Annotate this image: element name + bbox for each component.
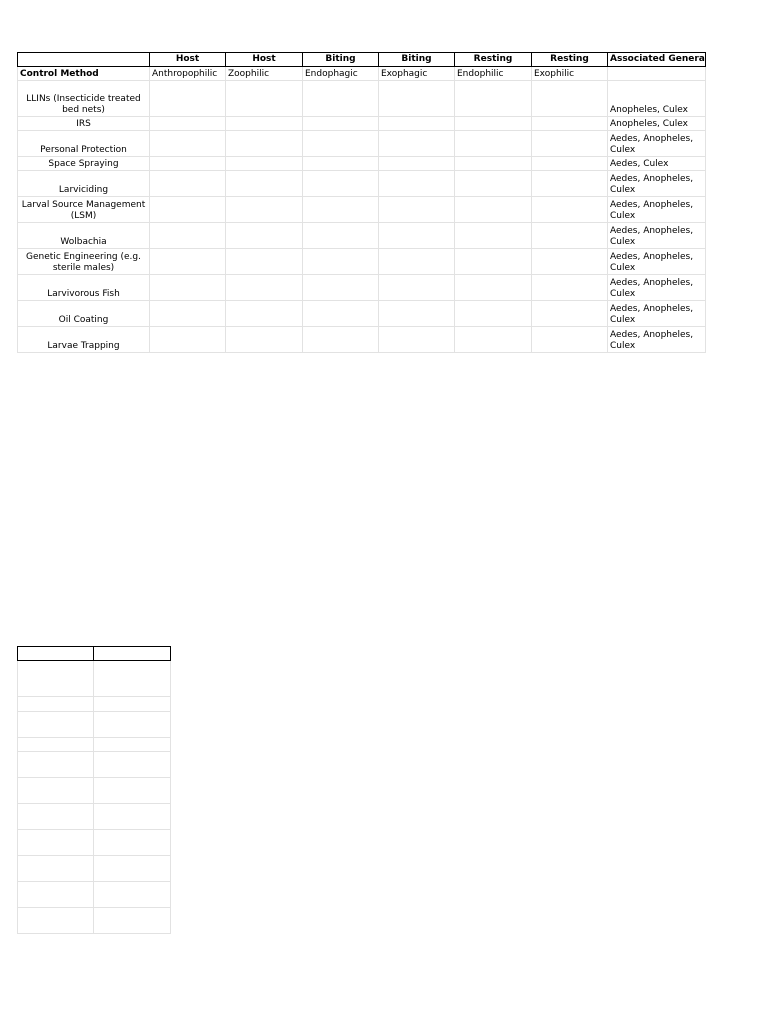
group-header-resting-exophilic[interactable]: Resting <box>532 53 608 67</box>
side-table-row <box>18 830 171 856</box>
associated-genera-cell[interactable]: Anopheles, Culex <box>608 117 706 131</box>
biting-endophagic-cell[interactable] <box>303 249 379 275</box>
biting-endophagic-cell[interactable] <box>303 131 379 157</box>
group-header-row <box>18 53 706 67</box>
side-header-cell[interactable] <box>94 647 171 661</box>
biting-endophagic-cell[interactable] <box>303 171 379 197</box>
biting-endophagic-cell[interactable] <box>303 197 379 223</box>
host-anthropophilic-cell[interactable] <box>150 249 226 275</box>
empty-side-table-body <box>18 647 171 934</box>
host-anthropophilic-cell[interactable] <box>150 117 226 131</box>
control-method-cell[interactable]: IRS <box>18 117 150 131</box>
table-row <box>18 223 706 249</box>
table-row <box>18 249 706 275</box>
associated-genera-cell[interactable]: Anopheles, Culex <box>608 81 706 117</box>
side-cell[interactable] <box>18 778 94 804</box>
side-cell[interactable] <box>18 830 94 856</box>
table-row <box>18 81 706 117</box>
biting-exophagic-cell[interactable] <box>379 249 455 275</box>
side-cell[interactable] <box>18 697 94 712</box>
biting-exophagic-cell[interactable] <box>379 301 455 327</box>
host-anthropophilic-cell[interactable] <box>150 301 226 327</box>
side-cell[interactable] <box>94 752 171 778</box>
biting-endophagic-cell[interactable] <box>303 81 379 117</box>
host-zoophilic-cell[interactable] <box>226 171 303 197</box>
host-anthropophilic-cell[interactable] <box>150 197 226 223</box>
side-table-row <box>18 908 171 934</box>
side-cell[interactable] <box>94 738 171 752</box>
side-cell[interactable] <box>94 908 171 934</box>
host-zoophilic-cell[interactable] <box>226 223 303 249</box>
host-anthropophilic-cell[interactable] <box>150 81 226 117</box>
biting-exophagic-cell[interactable] <box>379 223 455 249</box>
associated-genera-cell[interactable]: Aedes, Anopheles, Culex <box>608 275 706 301</box>
biting-endophagic-cell[interactable] <box>303 157 379 171</box>
table-row <box>18 301 706 327</box>
sub-header-biting-exophagic[interactable]: Exophagic <box>379 67 455 81</box>
side-table-row <box>18 804 171 830</box>
sub-header-host-anthropophilic[interactable]: Anthropophilic <box>150 67 226 81</box>
biting-exophagic-cell[interactable] <box>379 157 455 171</box>
side-cell[interactable] <box>94 778 171 804</box>
side-table-row <box>18 697 171 712</box>
control-method-cell[interactable]: Larval Source Management (LSM) <box>18 197 150 223</box>
side-table-row <box>18 712 171 738</box>
resting-endophilic-cell[interactable] <box>455 301 532 327</box>
side-cell[interactable] <box>94 804 171 830</box>
table-row <box>18 171 706 197</box>
associated-genera-cell[interactable]: Aedes, Culex <box>608 157 706 171</box>
control-methods-table-body <box>18 53 706 353</box>
biting-endophagic-cell[interactable] <box>303 223 379 249</box>
control-method-cell[interactable]: Larvivorous Fish <box>18 275 150 301</box>
group-header-associated-genera[interactable]: Associated Genera <box>608 53 706 67</box>
resting-endophilic-cell[interactable] <box>455 249 532 275</box>
side-header-cell[interactable] <box>18 647 94 661</box>
control-method-cell[interactable]: Personal Protection <box>18 131 150 157</box>
biting-exophagic-cell[interactable] <box>379 275 455 301</box>
sub-header-resting-exophilic[interactable]: Exophilic <box>532 67 608 81</box>
resting-exophilic-cell[interactable] <box>532 131 608 157</box>
resting-exophilic-cell[interactable] <box>532 81 608 117</box>
resting-endophilic-cell[interactable] <box>455 275 532 301</box>
side-header-row <box>18 647 171 661</box>
sub-header-control-method[interactable]: Control Method <box>18 67 150 81</box>
resting-exophilic-cell[interactable] <box>532 117 608 131</box>
host-zoophilic-cell[interactable] <box>226 327 303 353</box>
resting-exophilic-cell[interactable] <box>532 171 608 197</box>
side-cell[interactable] <box>18 712 94 738</box>
associated-genera-cell[interactable]: Aedes, Anopheles, Culex <box>608 327 706 353</box>
biting-endophagic-cell[interactable] <box>303 301 379 327</box>
group-header-host-zoophilic[interactable]: Host <box>226 53 303 67</box>
side-table-row <box>18 752 171 778</box>
biting-endophagic-cell[interactable] <box>303 117 379 131</box>
group-header-control-method[interactable] <box>18 53 150 67</box>
biting-exophagic-cell[interactable] <box>379 197 455 223</box>
control-method-cell[interactable]: Larvae Trapping <box>18 327 150 353</box>
side-cell[interactable] <box>94 661 171 697</box>
resting-exophilic-cell[interactable] <box>532 275 608 301</box>
side-cell[interactable] <box>94 882 171 908</box>
biting-exophagic-cell[interactable] <box>379 117 455 131</box>
resting-exophilic-cell[interactable] <box>532 223 608 249</box>
sub-header-biting-endophagic[interactable]: Endophagic <box>303 67 379 81</box>
host-anthropophilic-cell[interactable] <box>150 327 226 353</box>
resting-exophilic-cell[interactable] <box>532 249 608 275</box>
biting-exophagic-cell[interactable] <box>379 327 455 353</box>
side-table-row <box>18 882 171 908</box>
biting-endophagic-cell[interactable] <box>303 327 379 353</box>
control-method-cell[interactable]: Larviciding <box>18 171 150 197</box>
control-method-cell[interactable]: Genetic Engineering (e.g. sterile males) <box>18 249 150 275</box>
side-cell[interactable] <box>18 804 94 830</box>
control-methods-table <box>17 52 706 353</box>
side-cell[interactable] <box>18 882 94 908</box>
side-table-row <box>18 738 171 752</box>
side-cell[interactable] <box>18 738 94 752</box>
table-row <box>18 197 706 223</box>
biting-exophagic-cell[interactable] <box>379 171 455 197</box>
biting-endophagic-cell[interactable] <box>303 275 379 301</box>
side-cell[interactable] <box>94 856 171 882</box>
host-anthropophilic-cell[interactable] <box>150 157 226 171</box>
side-cell[interactable] <box>18 661 94 697</box>
host-zoophilic-cell[interactable] <box>226 117 303 131</box>
table-row <box>18 117 706 131</box>
associated-genera-cell[interactable]: Aedes, Anopheles, Culex <box>608 197 706 223</box>
associated-genera-cell[interactable]: Aedes, Anopheles, Culex <box>608 171 706 197</box>
side-cell[interactable] <box>94 830 171 856</box>
side-table-row <box>18 661 171 697</box>
sub-header-associated-genera[interactable] <box>608 67 706 81</box>
resting-endophilic-cell[interactable] <box>455 131 532 157</box>
resting-endophilic-cell[interactable] <box>455 223 532 249</box>
host-zoophilic-cell[interactable] <box>226 249 303 275</box>
side-cell[interactable] <box>94 712 171 738</box>
resting-exophilic-cell[interactable] <box>532 197 608 223</box>
resting-endophilic-cell[interactable] <box>455 197 532 223</box>
side-cell[interactable] <box>18 908 94 934</box>
host-anthropophilic-cell[interactable] <box>150 275 226 301</box>
resting-endophilic-cell[interactable] <box>455 157 532 171</box>
side-table-row <box>18 778 171 804</box>
sub-header-row <box>18 67 706 81</box>
control-method-cell[interactable]: Wolbachia <box>18 223 150 249</box>
resting-endophilic-cell[interactable] <box>455 327 532 353</box>
empty-side-table <box>17 646 171 934</box>
host-zoophilic-cell[interactable] <box>226 275 303 301</box>
associated-genera-cell[interactable]: Aedes, Anopheles, Culex <box>608 301 706 327</box>
biting-exophagic-cell[interactable] <box>379 131 455 157</box>
resting-endophilic-cell[interactable] <box>455 117 532 131</box>
group-header-host-anthropophilic[interactable]: Host <box>150 53 226 67</box>
resting-exophilic-cell[interactable] <box>532 301 608 327</box>
table-row <box>18 275 706 301</box>
host-zoophilic-cell[interactable] <box>226 81 303 117</box>
associated-genera-cell[interactable]: Aedes, Anopheles, Culex <box>608 223 706 249</box>
side-cell[interactable] <box>94 697 171 712</box>
host-anthropophilic-cell[interactable] <box>150 223 226 249</box>
control-method-cell[interactable]: Space Spraying <box>18 157 150 171</box>
control-method-cell[interactable]: Oil Coating <box>18 301 150 327</box>
sub-header-resting-endophilic[interactable]: Endophilic <box>455 67 532 81</box>
group-header-biting-exophagic[interactable]: Biting <box>379 53 455 67</box>
resting-endophilic-cell[interactable] <box>455 81 532 117</box>
biting-exophagic-cell[interactable] <box>379 81 455 117</box>
sub-header-host-zoophilic[interactable]: Zoophilic <box>226 67 303 81</box>
group-header-biting-endophagic[interactable]: Biting <box>303 53 379 67</box>
table-row <box>18 131 706 157</box>
resting-exophilic-cell[interactable] <box>532 157 608 171</box>
host-zoophilic-cell[interactable] <box>226 301 303 327</box>
table-row <box>18 327 706 353</box>
host-zoophilic-cell[interactable] <box>226 131 303 157</box>
host-zoophilic-cell[interactable] <box>226 157 303 171</box>
side-table-row <box>18 856 171 882</box>
host-anthropophilic-cell[interactable] <box>150 171 226 197</box>
control-method-cell[interactable]: LLINs (Insecticide treated bed nets) <box>18 81 150 117</box>
associated-genera-cell[interactable]: Aedes, Anopheles, Culex <box>608 131 706 157</box>
host-zoophilic-cell[interactable] <box>226 197 303 223</box>
table-row <box>18 157 706 171</box>
associated-genera-cell[interactable]: Aedes, Anopheles, Culex <box>608 249 706 275</box>
resting-exophilic-cell[interactable] <box>532 327 608 353</box>
side-cell[interactable] <box>18 752 94 778</box>
side-cell[interactable] <box>18 856 94 882</box>
resting-endophilic-cell[interactable] <box>455 171 532 197</box>
host-anthropophilic-cell[interactable] <box>150 131 226 157</box>
group-header-resting-endophilic[interactable]: Resting <box>455 53 532 67</box>
